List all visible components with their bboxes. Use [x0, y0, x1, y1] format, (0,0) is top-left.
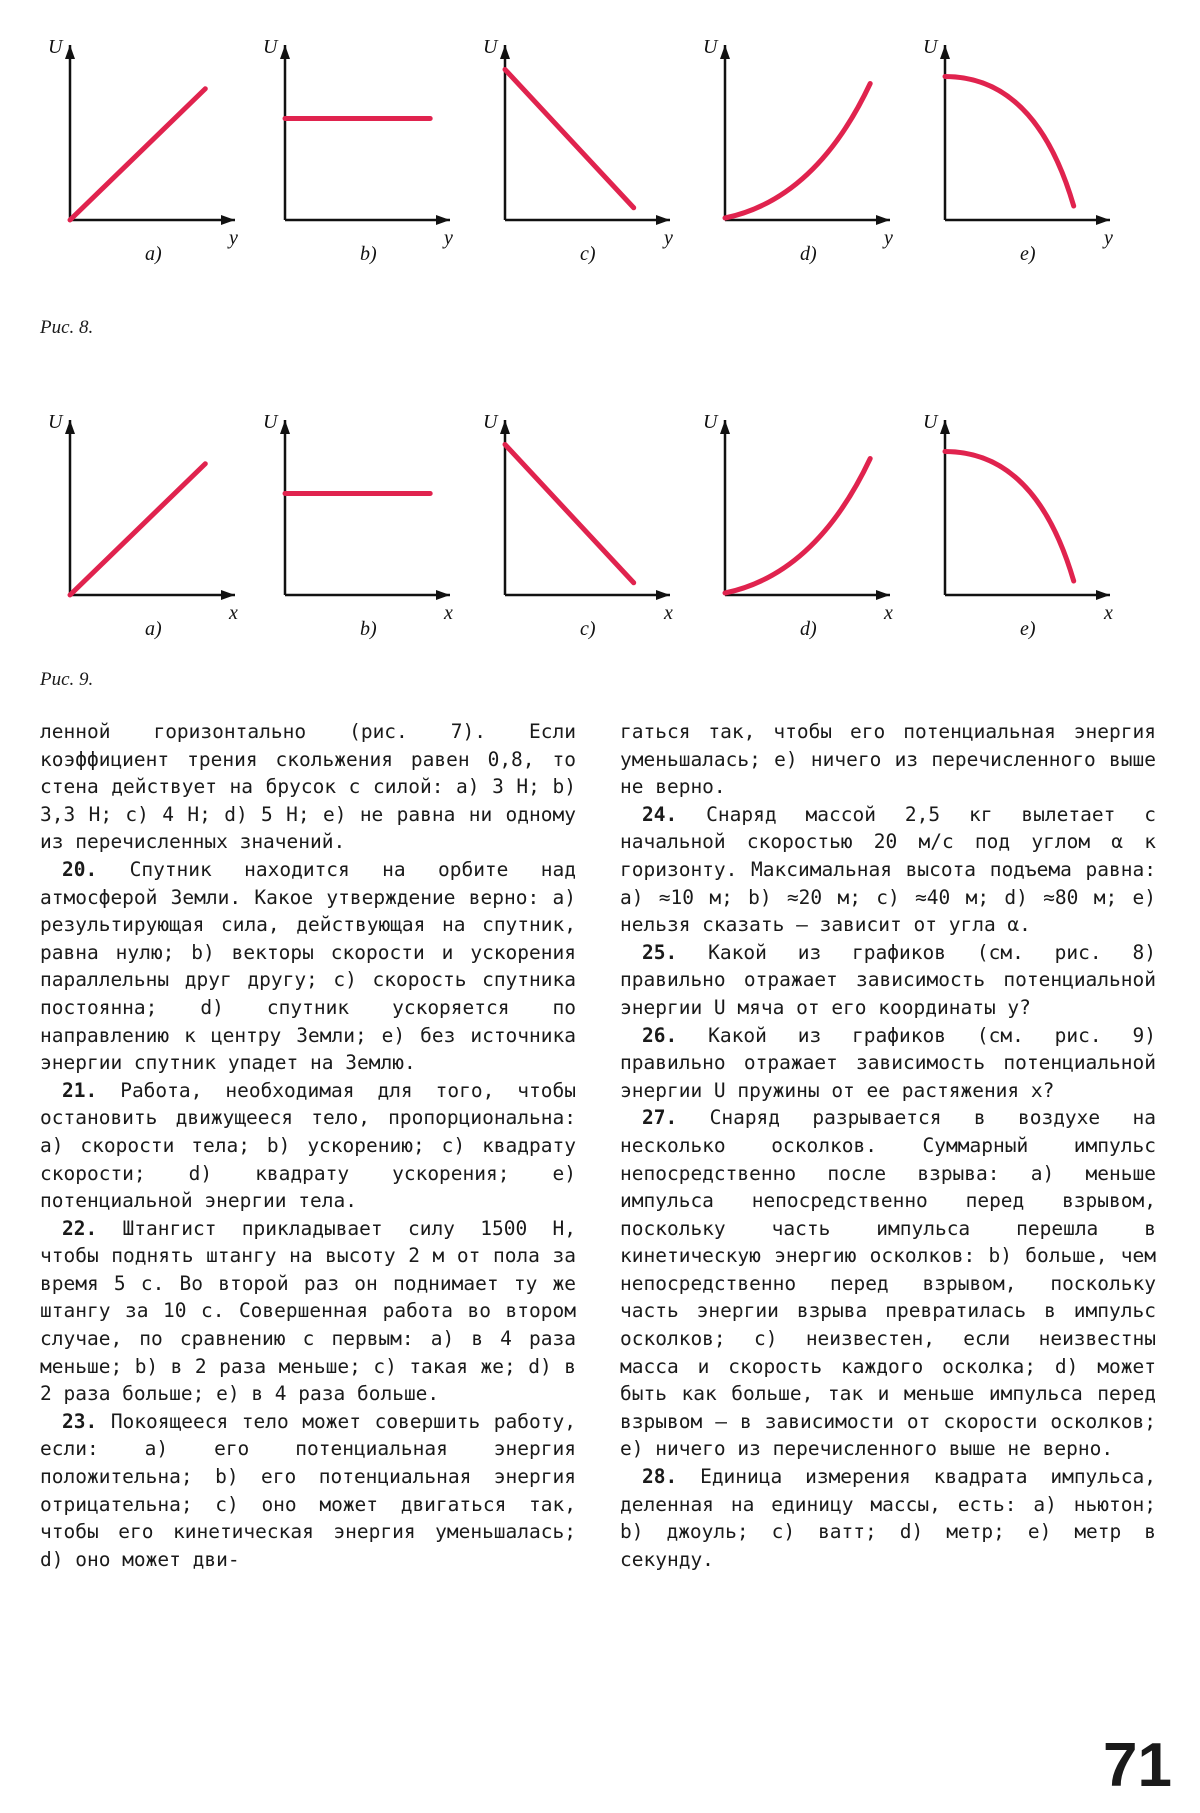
problem-22: 22. Штангист прикладывает силу 1500 Н, чтобы поднять штангу на высоту 2 м от пола за время 5 с. Во второй раз он поднимает ту же штангу за 10 с. Совершенная работа во втором случае, по сравнению с первым: а) в 4 раза меньше; b) в 2 раза меньше; c) такая же; d) в 2 раза больше; e) в 4 раза больше.	[40, 1216, 576, 1406]
problem-23: 23. Покоящееся тело может совершить работу, если: а) его потенциальная энергия положительна; b) его потенциальная энергия отрицательна; c) оно может двигаться так, чтобы его кинетическая энергия уменьшалась; d) оно может дви-	[40, 1409, 576, 1571]
y-axis-arrow-icon	[940, 45, 950, 59]
x-axis-arrow-icon	[656, 215, 670, 225]
problem-number: 22.	[62, 1216, 98, 1240]
graph-panel	[263, 411, 453, 640]
problem-21: 21. Работа, необходимая для того, чтобы остановить движущееся тело, пропорциональна: а) скорости тела; b) ускорению; c) квадрату скорости; d) квадрату ускорения; e) потенциальной энергии тела.	[40, 1078, 576, 1213]
problem-27: 27. Снаряд разрывается в воздухе на несколько осколков. Суммарный импульс непосредственно после взрыва: а) меньше импульса непосредственно перед взрывом, поскольку часть импульса перешла в кинетическую энергию осколков: b) больше, чем непосредственно перед взрывом, поскольку часть энергии взрыва превратилась в импульс осколков; c) неизвестен, если неизвестны масса и скорость каждого осколка; d) может быть как больше, так и меньше импульса перед взрывом — в зависимости от скорости осколков; e) ничего из перечисленного выше не верно.	[620, 1106, 1156, 1461]
y-axis-arrow-icon	[500, 420, 510, 434]
problem-number: 20.	[62, 857, 98, 881]
graph-curve	[945, 77, 1074, 207]
graph-panel	[483, 411, 673, 640]
graph-panel	[48, 36, 238, 265]
y-axis-arrow-icon	[720, 420, 730, 434]
figure-9	[0, 405, 1200, 645]
panel-label: d)	[800, 618, 817, 640]
left-text-column	[40, 718, 576, 1573]
panel-label: b)	[360, 243, 377, 265]
x-axis-label: x	[444, 602, 453, 624]
y-axis-label: U	[483, 36, 498, 58]
y-axis-label: U	[48, 36, 63, 58]
panel-label: e)	[1020, 618, 1036, 640]
graph-panel	[48, 411, 238, 640]
graph-curve	[70, 464, 205, 595]
x-axis-arrow-icon	[436, 590, 450, 600]
graph-curve	[505, 70, 634, 208]
graph-curve	[505, 445, 634, 583]
graph-curve	[70, 89, 205, 220]
x-axis-arrow-icon	[656, 590, 670, 600]
panel-label: e)	[1020, 243, 1036, 265]
x-axis-arrow-icon	[221, 590, 235, 600]
panel-label: d)	[800, 243, 817, 265]
figure-8	[0, 30, 1200, 270]
y-axis-label: U	[923, 36, 938, 58]
panel-label: a)	[145, 618, 162, 640]
panel-label: b)	[360, 618, 377, 640]
panel-label: c)	[580, 243, 596, 265]
problem-number: 24.	[642, 802, 678, 826]
graph-panel	[923, 36, 1113, 265]
x-axis-arrow-icon	[876, 215, 890, 225]
problem-number: 27.	[642, 1106, 678, 1130]
problem-number: 25.	[642, 940, 678, 964]
x-axis-arrow-icon	[221, 215, 235, 225]
x-axis-arrow-icon	[1096, 590, 1110, 600]
panel-label: a)	[145, 243, 162, 265]
problem-19-continuation: ленной горизонтально (рис. 7). Если коэффициент трения скольжения равен 0,8, то стена действует на брусок с силой: а) 3 Н; b) 3,3 Н; c) 4 Н; d) 5 Н; e) не равна ни одному из перечисленных значений.	[40, 720, 576, 854]
y-axis-arrow-icon	[280, 420, 290, 434]
problem-number: 21.	[62, 1078, 98, 1102]
problem-number: 26.	[642, 1023, 678, 1047]
problem-24: 24. Снаряд массой 2,5 кг вылетает с начальной скоростью 20 м/с под углом α к горизонту. Максимальная высота подъема равна: а) ≈10 м; b) ≈20 м; c) ≈40 м; d) ≈80 м; e) нельзя сказать — зависит от угла α.	[620, 802, 1156, 937]
x-axis-label: y	[664, 227, 673, 249]
graph-panel	[923, 411, 1113, 640]
problem-number: 28.	[642, 1465, 678, 1489]
graph-panel	[263, 36, 453, 265]
y-axis-arrow-icon	[65, 45, 75, 59]
y-axis-label: U	[263, 411, 278, 433]
figure-9-caption: Рис. 9.	[40, 669, 94, 690]
y-axis-label: U	[263, 36, 278, 58]
x-axis-arrow-icon	[1096, 215, 1110, 225]
y-axis-arrow-icon	[280, 45, 290, 59]
y-axis-arrow-icon	[720, 45, 730, 59]
x-axis-arrow-icon	[876, 590, 890, 600]
x-axis-label: y	[229, 227, 238, 249]
right-text-column	[620, 718, 1156, 1573]
graph-curve	[945, 452, 1074, 582]
x-axis-label: x	[229, 602, 238, 624]
graph-curve	[725, 84, 870, 219]
graph-panel	[703, 36, 893, 265]
panel-label: c)	[580, 618, 596, 640]
graph-panel	[483, 36, 673, 265]
y-axis-label: U	[48, 411, 63, 433]
y-axis-label: U	[703, 36, 718, 58]
y-axis-label: U	[703, 411, 718, 433]
problem-28: 28. Единица измерения квадрата импульса, деленная на единицу массы, есть: а) ньютон; b) джоуль; c) ватт; d) метр; e) метр в секунду.	[620, 1465, 1156, 1571]
problem-23-continuation: гаться так, чтобы его потенциальная энергия уменьшалась; e) ничего из перечисленного выше не верно.	[620, 720, 1156, 799]
problem-26: 26. Какой из графиков (см. рис. 9) правильно отражает зависимость потенциальной энергии U пружины от ее растяжения x?	[620, 1023, 1157, 1102]
problem-25: 25. Какой из графиков (см. рис. 8) правильно отражает зависимость потенциальной энергии U мяча от его координаты y?	[620, 940, 1157, 1019]
problem-number: 23.	[62, 1409, 98, 1433]
x-axis-label: y	[444, 227, 453, 249]
x-axis-label: y	[884, 227, 893, 249]
page-number: 71	[1103, 1731, 1172, 1800]
x-axis-label: x	[1104, 602, 1113, 624]
x-axis-label: x	[884, 602, 893, 624]
y-axis-arrow-icon	[500, 45, 510, 59]
problem-20: 20. Спутник находится на орбите над атмосферой Земли. Какое утверждение верно: а) результирующая сила, действующая на спутник, равна нулю; b) векторы скорости и ускорения параллельны друг другу; c) скорость спутника постоянна; d) спутник ускоряется по направлению к центру Земли; e) без источника энергии спутник упадет на Землю.	[40, 857, 576, 1075]
x-axis-label: y	[1104, 227, 1113, 249]
y-axis-label: U	[923, 411, 938, 433]
x-axis-arrow-icon	[436, 215, 450, 225]
graph-panel	[703, 411, 893, 640]
y-axis-arrow-icon	[940, 420, 950, 434]
y-axis-arrow-icon	[65, 420, 75, 434]
graph-curve	[725, 459, 870, 594]
figure-8-caption: Рис. 8.	[40, 317, 94, 338]
x-axis-label: x	[664, 602, 673, 624]
y-axis-label: U	[483, 411, 498, 433]
